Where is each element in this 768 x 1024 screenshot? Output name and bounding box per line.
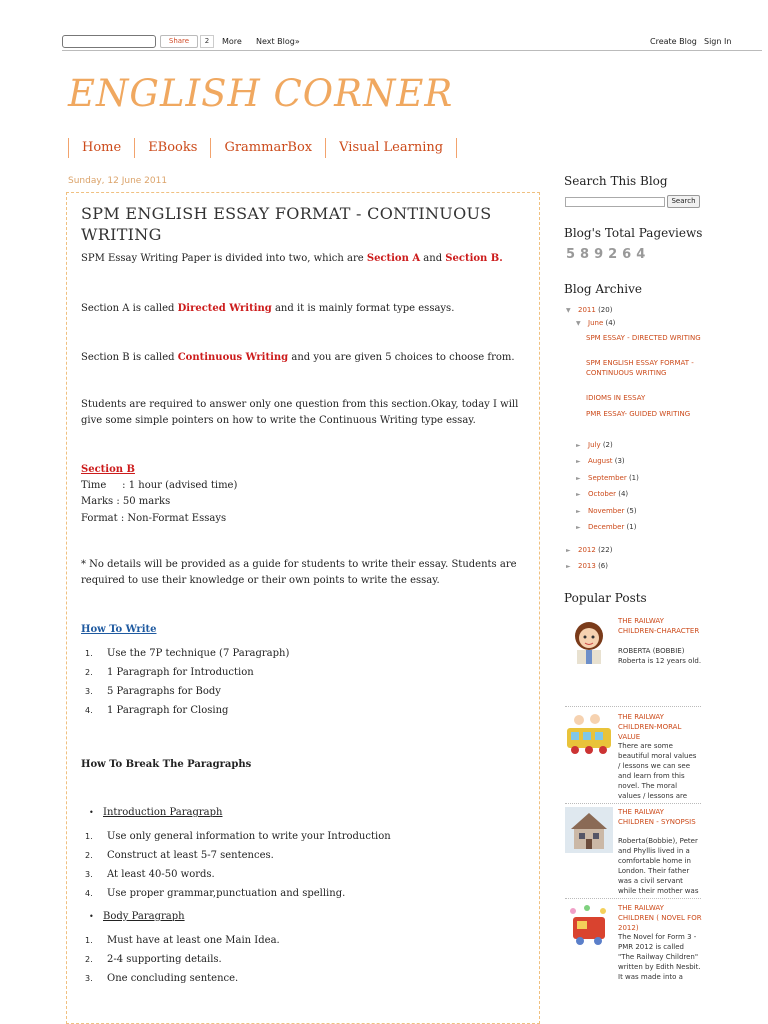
list-item: 2. 2-4 supporting details.	[85, 954, 222, 965]
archive-month[interactable]: ► December (1)	[576, 523, 637, 531]
archive-post-link[interactable]: IDIOMS IN ESSAY	[586, 394, 646, 402]
list-item: 3. 5 Paragraphs for Body	[85, 686, 221, 697]
chevron-right-icon[interactable]: ►	[576, 442, 581, 449]
girl-thumbnail[interactable]	[565, 616, 613, 664]
post-container	[66, 192, 540, 1024]
list-item: 3. One concluding sentence.	[85, 973, 239, 984]
tab-grammarbox[interactable]: GrammarBox	[224, 140, 313, 155]
archive-post-link[interactable]: SPM ESSAY - DIRECTED WRITING	[586, 334, 701, 342]
chevron-right-icon[interactable]: ►	[576, 508, 581, 515]
tab-separator	[456, 138, 457, 158]
page-tabs	[68, 138, 457, 158]
popular-posts-title: Popular Posts	[564, 591, 647, 605]
archive-month[interactable]: ► July (2)	[576, 441, 613, 449]
time-line: Time : 1 hour (advised time)	[81, 480, 238, 491]
search-input[interactable]	[565, 197, 665, 207]
navbar-divider	[62, 50, 762, 51]
paragraph-instructions: Students are required to answer only one question from this section.Okay, today I will give some simple pointers on how to write the Continuous Writing type essay.	[81, 399, 519, 426]
list-item: 2. Construct at least 5-7 sentences.	[85, 850, 274, 861]
note-paragraph: * No details will be provided as a guide for students to write their essay. Students are required to use their knowledge or their own points to write the essay.	[81, 559, 517, 586]
tab-visual-learning[interactable]: Visual Learning	[339, 140, 444, 155]
chevron-right-icon[interactable]: ►	[566, 547, 571, 554]
post-date: Sunday, 12 June 2011	[68, 176, 168, 186]
archive-month[interactable]: ► August (3)	[576, 457, 625, 465]
archive-post-link[interactable]: PMR ESSAY- GUIDED WRITING	[586, 410, 691, 418]
popular-post-snippet: Roberta(Bobbie), Peter and Phyllis lived in a comfortable home in London. Their father was a civil servant while their mother was	[618, 837, 699, 895]
share-button[interactable]: Share	[160, 35, 198, 48]
archive-month[interactable]: ► October (4)	[576, 490, 629, 498]
popular-divider	[565, 803, 701, 804]
sign-in-link[interactable]: Sign In	[704, 37, 732, 46]
archive-year-2012[interactable]: ► 2012 (22)	[566, 546, 613, 554]
archive-month-june[interactable]: ▼ June (4)	[576, 319, 616, 327]
list-item: 1. Use only general information to write your Introduction	[85, 831, 391, 842]
chevron-right-icon[interactable]: ►	[566, 563, 571, 570]
blog-title[interactable]: ENGLISH CORNER	[68, 72, 454, 115]
create-blog-link[interactable]: Create Blog	[650, 37, 697, 46]
body-paragraph-heading: • Body Paragraph	[89, 911, 185, 922]
popular-post-snippet-cont	[565, 660, 701, 702]
paragraph-sections: SPM Essay Writing Paper is divided into two, which are Section A and Section B.	[81, 253, 503, 264]
more-link[interactable]: More	[222, 37, 242, 46]
chevron-right-icon[interactable]: ►	[576, 475, 581, 482]
share-count: 2	[200, 35, 214, 48]
list-item: 1. Use the 7P technique (7 Paragraph)	[85, 648, 290, 659]
break-paragraphs-heading: How To Break The Paragraphs	[81, 759, 252, 770]
navbar-search-box[interactable]	[62, 35, 156, 48]
archive-year-2011[interactable]: ▼ 2011 (20)	[566, 306, 613, 314]
popular-post-snippet: ROBERTA (BOBBIE) Roberta is 12 years old.	[618, 647, 702, 665]
next-blog-link[interactable]: Next Blog»	[256, 37, 300, 46]
list-item: 2. 1 Paragraph for Introduction	[85, 667, 254, 678]
chevron-right-icon[interactable]: ►	[576, 458, 581, 465]
section-b-heading: Section B	[81, 464, 135, 475]
list-item: 4. Use proper grammar,punctuation and spelling.	[85, 888, 346, 899]
chevron-right-icon[interactable]: ►	[576, 524, 581, 531]
popular-post-title[interactable]: THE RAILWAY CHILDREN-MORAL VALUE	[618, 713, 682, 741]
post-title[interactable]: SPM ENGLISH ESSAY FORMAT - CONTINUOUS WRITING	[81, 204, 492, 244]
list-item: 4. 1 Paragraph for Closing	[85, 705, 229, 716]
popular-post-title[interactable]: THE RAILWAY CHILDREN-CHARACTER	[618, 617, 700, 635]
chevron-down-icon[interactable]: ▼	[566, 307, 571, 314]
popular-divider	[565, 706, 701, 707]
intro-paragraph-heading: • Introduction Paragraph	[89, 807, 223, 818]
chevron-down-icon[interactable]: ▼	[576, 320, 581, 327]
archive-month[interactable]: ► September (1)	[576, 474, 639, 482]
list-item: 3. At least 40-50 words.	[85, 869, 215, 880]
archive-month[interactable]: ► November (5)	[576, 507, 637, 515]
archive-title: Blog Archive	[564, 282, 642, 296]
popular-post-title[interactable]: THE RAILWAY CHILDREN ( NOVEL FOR 2012)	[618, 904, 702, 932]
archive-year-2013[interactable]: ► 2013 (6)	[566, 562, 608, 570]
popular-post-title[interactable]: THE RAILWAY CHILDREN - SYNOPSIS	[618, 808, 696, 826]
search-widget-title: Search This Blog	[564, 174, 668, 188]
archive-post-link[interactable]: SPM ENGLISH ESSAY FORMAT - CONTINUOUS WRITING	[586, 359, 694, 377]
format-line: Format : Non-Format Essays	[81, 513, 227, 524]
tab-ebooks[interactable]: EBooks	[148, 140, 198, 155]
popular-post-snippet: There are some beautiful moral values / lessons we can see and learn from this novel. The moral values / lessons are	[618, 742, 697, 800]
search-button[interactable]: Search	[667, 195, 700, 208]
list-item: 1. Must have at least one Main Idea.	[85, 935, 280, 946]
chevron-right-icon[interactable]: ►	[576, 491, 581, 498]
paragraph-section-b: Section B is called Continuous Writing and you are given 5 choices to choose from.	[81, 352, 515, 363]
paragraph-section-a: Section A is called Directed Writing and it is mainly format type essays.	[81, 303, 455, 314]
how-to-write-heading: How To Write	[81, 624, 157, 635]
pageviews-counter: 589264	[566, 247, 651, 262]
marks-line: Marks : 50 marks	[81, 496, 171, 507]
popular-divider	[565, 898, 701, 899]
tab-home[interactable]: Home	[82, 140, 122, 155]
popular-post-snippet: The Novel for Form 3 - PMR 2012 is called "The Railway Children" written by Edith Nesbit. It was made into a	[618, 933, 701, 980]
pageviews-title: Blog's Total Pageviews	[564, 226, 703, 240]
